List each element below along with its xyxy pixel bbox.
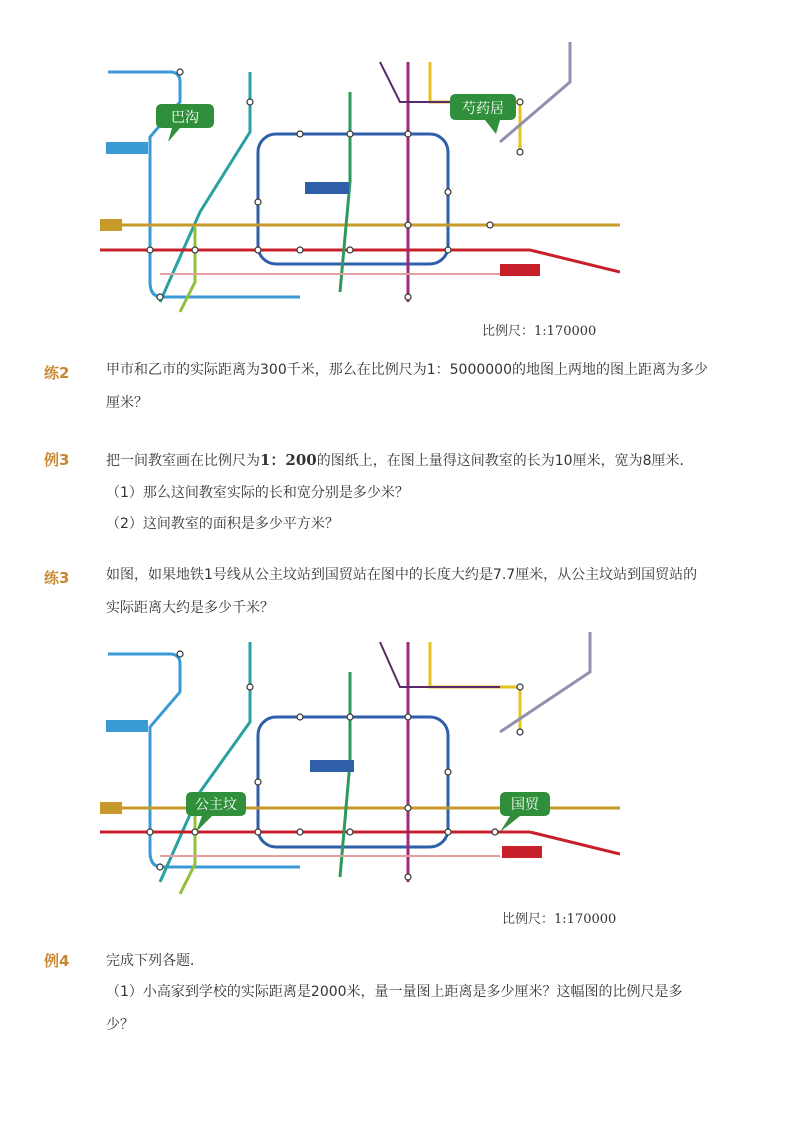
exercise-lian2-line2: 厘米？ <box>106 395 148 411</box>
station <box>405 222 411 228</box>
map-2-scale: 比例尺：1:170000 <box>502 912 617 927</box>
callout-left: 公主坟 <box>195 797 237 813</box>
exercise-lian3-line2: 实际距离大约是多少千米？ <box>106 600 274 616</box>
station <box>405 294 411 300</box>
subway-map-1 <box>100 42 620 340</box>
example-li4-q1-line1: （1）小高家到学校的实际距离是2000米，量一量图上距离是多少厘米？这幅图的比例尺是多 <box>106 984 683 1000</box>
station <box>247 99 253 105</box>
line-4 <box>160 642 250 882</box>
station <box>247 684 253 690</box>
example-label-li4: 例4 <box>44 952 70 970</box>
line-10 <box>108 654 300 867</box>
station <box>487 222 493 228</box>
station <box>297 247 303 253</box>
subway-map-1-graphic <box>100 42 620 340</box>
callout-right: 芍药居 <box>462 101 504 117</box>
exercise-label-lian2: 练2 <box>44 364 70 382</box>
station <box>297 829 303 835</box>
station <box>517 729 523 735</box>
example-label-li3: 例3 <box>44 451 70 469</box>
exercise-lian3-text <box>106 559 716 625</box>
callout-right: 国贸 <box>511 797 539 813</box>
station <box>445 189 451 195</box>
station <box>157 294 163 300</box>
station <box>492 829 498 835</box>
example-li4-q1 <box>106 976 716 1042</box>
station <box>445 829 451 835</box>
station <box>347 714 353 720</box>
airport-line <box>500 42 570 142</box>
map-1-scale: 比例尺：1:170000 <box>482 324 597 339</box>
station <box>255 247 261 253</box>
example-li4-line1: 完成下列各题． <box>106 953 204 969</box>
station <box>517 99 523 105</box>
badge-line2 <box>310 760 354 772</box>
station <box>297 131 303 137</box>
station <box>147 829 153 835</box>
exercise-lian3-line1: 如图，如果地铁1号线从公主坟站到国贸站在图中的长度大约是7.7厘米，从公主坟站到国贸站的 <box>106 567 698 583</box>
station <box>405 874 411 880</box>
badge-line6 <box>100 219 122 231</box>
example-li4-q1-line2: 少？ <box>106 1017 134 1033</box>
station <box>445 769 451 775</box>
station <box>255 779 261 785</box>
station <box>255 829 261 835</box>
line-batong <box>530 832 620 854</box>
station <box>517 684 523 690</box>
badge-line6 <box>100 802 122 814</box>
station <box>517 149 523 155</box>
line-15 <box>380 642 500 687</box>
station <box>192 247 198 253</box>
example-li3-line1-post: 的图纸上，在图上量得这间教室的长为10厘米，宽为8厘米． <box>316 453 694 469</box>
badge-line10 <box>106 142 148 154</box>
badge-line1 <box>502 846 542 858</box>
station <box>147 247 153 253</box>
station <box>177 651 183 657</box>
example-li3-q2: （2）这间教室的面积是多少平方米？ <box>106 516 339 532</box>
airport-line <box>500 632 590 732</box>
callout-left: 巴沟 <box>171 110 199 126</box>
station <box>177 69 183 75</box>
subway-map-2 <box>100 632 620 930</box>
example-li3-line1-pre: 把一间教室画在比例尺为 <box>106 453 260 469</box>
exercise-lian2-line1: 甲市和乙市的实际距离为300千米，那么在比例尺为1：5000000的地图上两地的图上距离为多少 <box>106 362 708 378</box>
exercise-label-lian3: 练3 <box>44 569 70 587</box>
station <box>347 829 353 835</box>
station <box>255 199 261 205</box>
station <box>157 864 163 870</box>
example-li3-q1: （1）那么这间教室实际的长和宽分别是多少米？ <box>106 485 409 501</box>
line-2-loop <box>258 134 448 264</box>
line-2-loop <box>258 717 448 847</box>
station <box>405 805 411 811</box>
station <box>405 714 411 720</box>
badge-line10 <box>106 720 148 732</box>
station <box>297 714 303 720</box>
example-li3-ratio: 1：200 <box>260 451 317 469</box>
station <box>347 131 353 137</box>
station <box>347 247 353 253</box>
station <box>405 131 411 137</box>
station <box>445 247 451 253</box>
subway-map-2-graphic <box>100 632 620 930</box>
line-batong <box>530 250 620 272</box>
exercise-lian2-text <box>106 354 716 420</box>
badge-line2 <box>305 182 349 194</box>
example-li3-line1 <box>106 449 693 470</box>
badge-line1 <box>500 264 540 276</box>
